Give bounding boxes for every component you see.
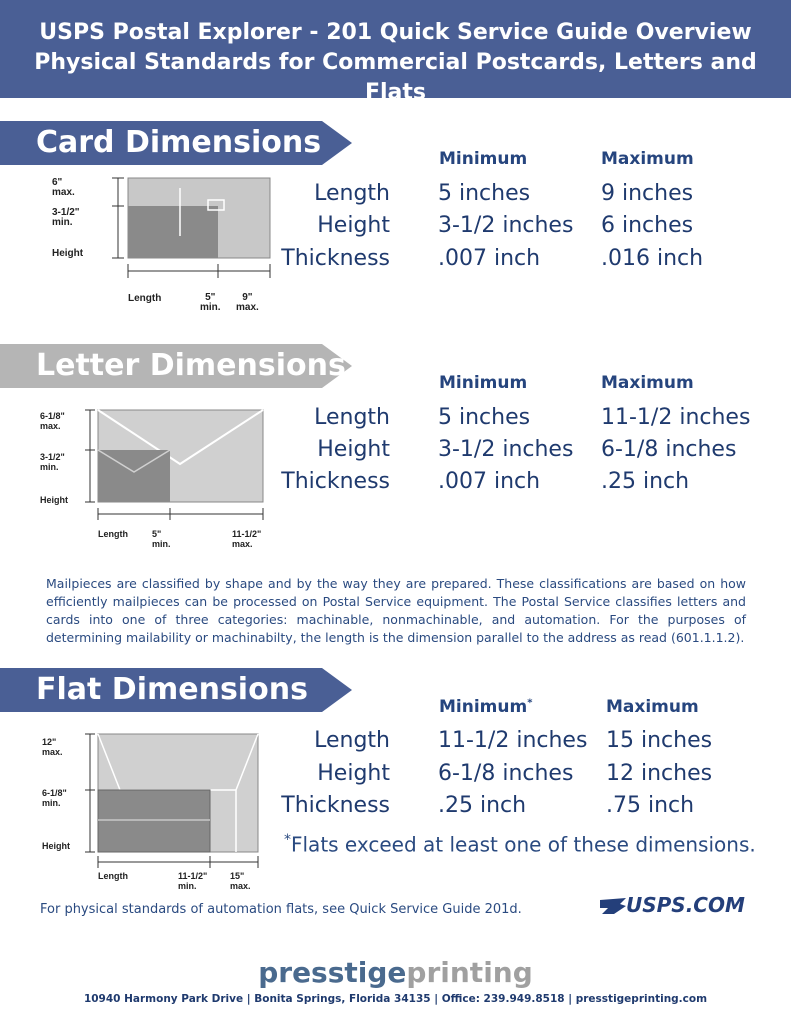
card-height-min: 3-1/2 inches <box>438 213 574 238</box>
card-length-min: 5 inches <box>438 181 531 206</box>
letter-max-header: Maximum <box>601 373 694 393</box>
letter-diag-len-max: 11-1/2" max. <box>232 529 262 549</box>
card-diag-max: 6" max. <box>52 177 75 198</box>
letter-diag-max: 6-1/8" max. <box>40 411 65 431</box>
letter-diag-height: Height <box>40 495 68 505</box>
automation-flats-note: For physical standards of automation flats, see Quick Service Guide 201d. <box>40 902 522 917</box>
header-title-line1: USPS Postal Explorer - 201 Quick Service Guide Overview <box>39 20 752 45</box>
card-length-max: 9 inches <box>601 181 694 206</box>
flat-section-banner <box>0 668 352 712</box>
brand-logo: presstigeprinting <box>258 956 533 989</box>
letter-length-max: 11-1/2 inches <box>601 405 751 430</box>
card-thickness-max: .016 inch <box>601 246 704 271</box>
flat-length-label: Length <box>314 728 390 753</box>
flat-thickness-max: .75 inch <box>606 793 695 818</box>
letter-length-min: 5 inches <box>438 405 531 430</box>
classification-paragraph: Mailpieces are classified by shape and by the way they are prepared. These classifications are based on how efficiently mailpieces can be processed on Postal Service equipment. The Postal Service classifies letters and cards into one of three categories: machinable, nonmachinable, and automation. For the purposes of determining mailability or machinabilty, the length is the dimension parallel to the address as read (601.1.1.2). <box>46 576 746 645</box>
card-section-banner <box>0 121 352 165</box>
header-title-line2: Physical Standards for Commercial Postcards, Letters and Flats <box>34 50 757 105</box>
card-diag-len-max: 9" max. <box>236 292 259 313</box>
letter-diag-length: Length <box>98 529 128 539</box>
letter-length-label: Length <box>314 405 390 430</box>
card-thickness-label: Thickness <box>281 246 390 271</box>
flat-diag-min: 6-1/8" min. <box>42 788 67 808</box>
card-diag-length: Length <box>128 293 162 304</box>
flat-diag-len-min: 11-1/2" min. <box>178 871 208 891</box>
letter-thickness-label: Thickness <box>281 469 390 494</box>
letter-diag-min: 3-1/2" min. <box>40 452 65 472</box>
card-diag-min: 3-1/2" min. <box>52 207 80 228</box>
card-section-title: Card Dimensions <box>36 125 322 160</box>
flat-height-max: 12 inches <box>606 761 713 786</box>
flat-section-title: Flat Dimensions <box>36 672 308 707</box>
letter-section-title: Letter Dimensions <box>36 348 346 383</box>
eagle-icon <box>600 898 626 914</box>
usps-logo: USPS.COM <box>600 893 745 917</box>
flat-height-min: 6-1/8 inches <box>438 761 574 786</box>
flat-max-header: Maximum <box>606 697 699 717</box>
flat-length-min: 11-1/2 inches <box>438 728 588 753</box>
flat-diag-height: Height <box>42 841 70 851</box>
card-max-header: Maximum <box>601 149 694 169</box>
letter-height-label: Height <box>317 437 390 462</box>
letter-thickness-max: .25 inch <box>601 469 690 494</box>
card-length-label: Length <box>314 181 390 206</box>
card-diag-len-min: 5" min. <box>200 292 221 313</box>
flat-diag-length: Length <box>98 871 128 881</box>
letter-height-max: 6-1/8 inches <box>601 437 737 462</box>
flat-footnote: *Flats exceed at least one of these dimensions. <box>284 832 756 857</box>
flat-min-header: Minimum* <box>439 697 533 717</box>
card-thickness-min: .007 inch <box>438 246 541 271</box>
flat-diag-max: 12" max. <box>42 737 63 757</box>
card-diag-height: Height <box>52 248 84 259</box>
page-header <box>0 0 791 105</box>
card-min-header: Minimum <box>439 149 528 169</box>
flat-length-max: 15 inches <box>606 728 713 753</box>
letter-min-header: Minimum <box>439 373 528 393</box>
flat-diag-len-max: 15" max. <box>230 871 251 891</box>
letter-thickness-min: .007 inch <box>438 469 541 494</box>
letter-diag-len-min: 5" min. <box>152 529 171 549</box>
letter-height-min: 3-1/2 inches <box>438 437 574 462</box>
card-height-label: Height <box>317 213 390 238</box>
flat-height-label: Height <box>317 761 390 786</box>
card-height-max: 6 inches <box>601 213 694 238</box>
flat-thickness-min: .25 inch <box>438 793 527 818</box>
company-address: 10940 Harmony Park Drive | Bonita Springs, Florida 34135 | Office: 239.949.8518 | presstigeprinting.com <box>83 993 708 1005</box>
letter-section-banner <box>0 344 352 388</box>
flat-thickness-label: Thickness <box>281 793 390 818</box>
